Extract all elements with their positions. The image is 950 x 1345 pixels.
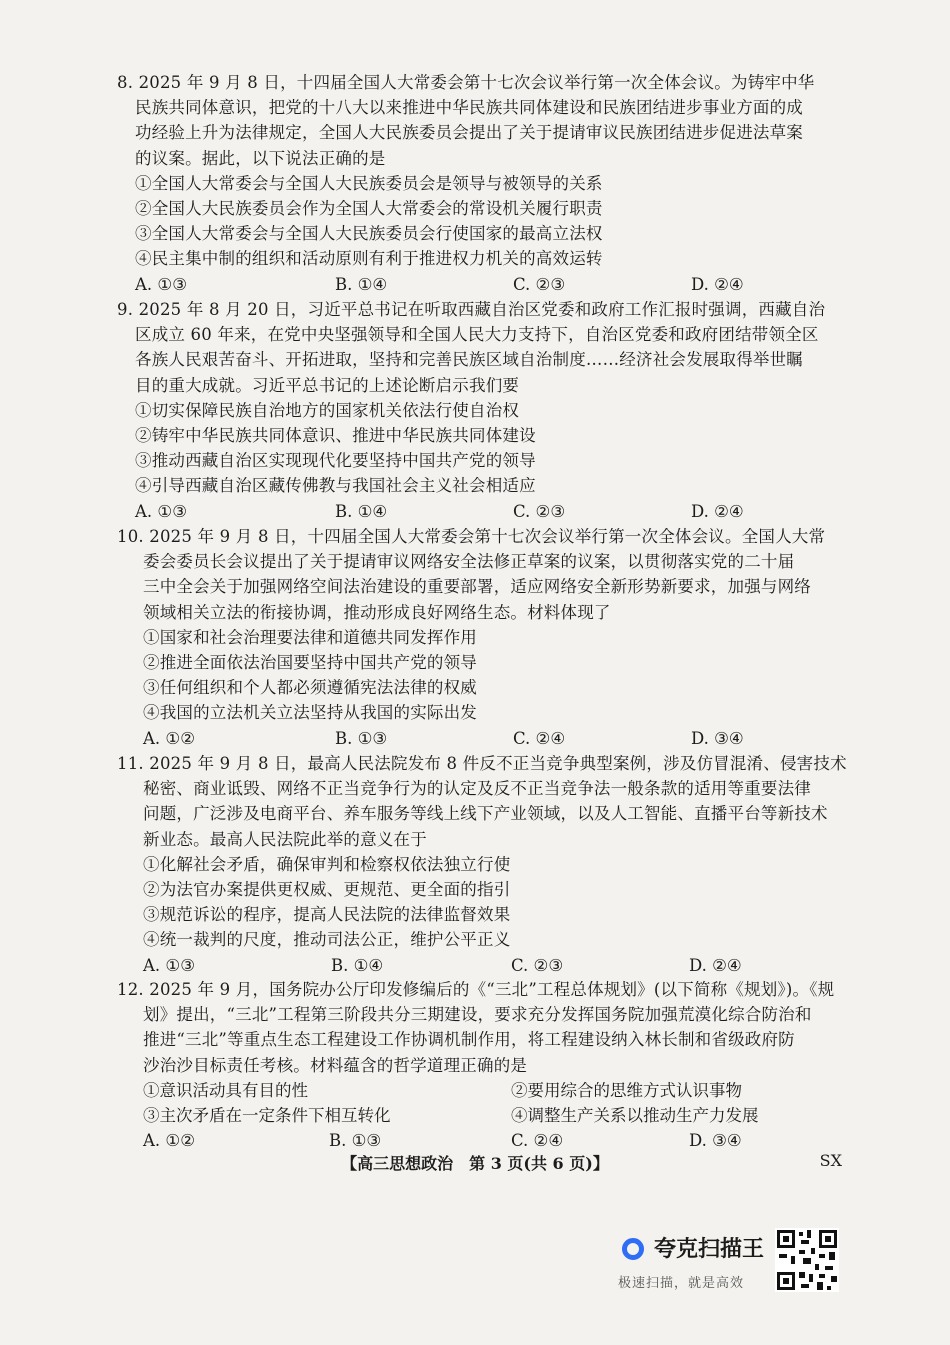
- question-line: 秘密、商业诋毁、网络不正当竞争行为的认定及反不正当竞争法一般条款的适用等重要法律: [143, 779, 811, 799]
- question-line: 9. 2025 年 8 月 20 日，习近平总书记在听取西藏自治区党委和政府工作汇报时强调，西藏自治: [117, 300, 826, 319]
- option-c: C. ②③: [513, 501, 566, 521]
- question-line: 领域相关立法的衔接协调，推动形成良好网络生态。材料体现了: [143, 602, 611, 622]
- scanner-app-name: 夸克扫描王: [654, 1237, 765, 1262]
- option-c: C. ②③: [513, 274, 566, 294]
- statement: ④统一裁判的尺度，推动司法公正，维护公平正义: [143, 930, 511, 950]
- question-line: 区成立 60 年来，在党中央坚强领导和全国人民大力支持下，自治区党委和政府团结带领全区: [135, 325, 819, 345]
- question-line: 问题，广泛涉及电商平台、养车服务等线上线下产业领域，以及人工智能、直播平台等新技术: [143, 804, 828, 824]
- page-footer: [0, 1151, 950, 1177]
- statement: ①国家和社会治理要法律和道德共同发挥作用: [143, 627, 477, 647]
- qr-code-icon: [775, 1228, 839, 1292]
- options-row: [117, 953, 852, 978]
- option-a: A. ①②: [143, 728, 195, 748]
- question-line: 划》提出，“三北”工程第三阶段共分三期建设，要求充分发挥国务院加强荒漠化综合防治和: [143, 1005, 812, 1025]
- statement: ③规范诉讼的程序，提高人民法院的法律监督效果: [143, 905, 511, 925]
- statement: ④民主集中制的组织和活动原则有利于推进权力机关的高效运转: [135, 249, 603, 269]
- statement: ③推动西藏自治区实现现代化要坚持中国共产党的领导: [135, 451, 536, 471]
- statement: ②推进全面依法治国要坚持中国共产党的领导: [143, 653, 477, 673]
- option-a: A. ①③: [143, 955, 195, 975]
- question-12: [117, 977, 852, 1153]
- option-d: D. ②④: [691, 274, 744, 294]
- option-d: D. ③④: [691, 728, 744, 748]
- scanner-slogan: 极速扫描，就是高效: [618, 1276, 745, 1291]
- option-c: C. ②④: [513, 728, 566, 748]
- quark-logo-icon: [622, 1238, 644, 1260]
- question-line: 10. 2025 年 9 月 8 日，十四届全国人大常委会第十七次会议举行第一次全体会议。全国人大常: [117, 527, 826, 546]
- options-row: [117, 272, 852, 297]
- option-d: D. ②④: [691, 501, 744, 521]
- footer-page-info: 【高三思想政治 第 3 页(共 6 页)】: [341, 1154, 609, 1173]
- question-8: [117, 70, 852, 297]
- question-line: 三中全会关于加强网络空间法治建设的重要部署，适应网络安全新形势新要求，加强与网络: [143, 577, 811, 597]
- question-line: 委会委员长会议提出了关于提请审议网络安全法修正草案的议案，以贯彻落实党的二十届: [143, 552, 795, 572]
- footer-code: SX: [819, 1151, 842, 1170]
- question-10: [117, 524, 852, 751]
- statement: ①意识活动具有目的性: [143, 1080, 308, 1100]
- question-line: 目的重大成就。习近平总书记的上述论断启示我们要: [135, 375, 520, 395]
- question-line: 新业态。最高人民法院此举的意义在于: [143, 829, 427, 849]
- statement: ①切实保障民族自治地方的国家机关依法行使自治权: [135, 400, 520, 420]
- options-row: [117, 1128, 852, 1153]
- statement: ③主次矛盾在一定条件下相互转化: [143, 1106, 391, 1125]
- statement: ②铸牢中华民族共同体意识、推进中华民族共同体建设: [135, 426, 536, 446]
- statement: ②要用综合的思维方式认识事物: [511, 1080, 742, 1100]
- question-line: 各族人民艰苦奋斗、开拓进取，坚持和完善民族区域自治制度……经济社会发展取得举世瞩: [135, 350, 803, 370]
- statement: ②为法官办案提供更权威、更规范、更全面的指引: [143, 880, 511, 900]
- statement-pair: [117, 1078, 852, 1103]
- option-a: A. ①③: [135, 501, 187, 521]
- option-c: C. ②④: [511, 1131, 564, 1151]
- option-a: A. ①②: [143, 1131, 195, 1151]
- question-line: 沙治沙目标责任考核。材料蕴含的哲学道理正确的是: [143, 1055, 528, 1075]
- option-b: B. ①④: [335, 501, 388, 521]
- question-line: 11. 2025 年 9 月 8 日，最高人民法院发布 8 件反不正当竞争典型案例，涉及仿冒混淆、侵害技术: [117, 754, 847, 773]
- option-a: A. ①③: [135, 274, 187, 294]
- statement: ④引导西藏自治区藏传佛教与我国社会主义社会相适应: [135, 476, 536, 496]
- option-b: B. ①③: [329, 1131, 382, 1151]
- statement: ②全国人大民族委员会作为全国人大常委会的常设机关履行职责: [135, 199, 603, 219]
- option-d: D. ③④: [689, 1131, 742, 1151]
- question-line: 12. 2025 年 9 月，国务院办公厅印发修编后的《“三北”工程总体规划》(以下简称《规划》)。《规: [117, 980, 835, 999]
- question-line: 功经验上升为法律规定，全国人大民族委员会提出了关于提请审议民族团结进步促进法草案: [135, 123, 803, 143]
- question-line: 的议案。据此，以下说法正确的是: [135, 148, 386, 168]
- question-line: 推进“三北”等重点生态工程建设工作协调机制作用，将工程建设纳入林长制和省级政府防: [143, 1030, 795, 1050]
- option-c: C. ②③: [511, 955, 564, 975]
- statement: ①全国人大常委会与全国人大民族委员会是领导与被领导的关系: [135, 173, 603, 193]
- options-row: [117, 726, 852, 751]
- option-b: B. ①④: [335, 274, 388, 294]
- question-line: 8. 2025 年 9 月 8 日，十四届全国人大常委会第十七次会议举行第一次全体会议。为铸牢中华: [117, 73, 815, 92]
- statement: ③全国人大常委会与全国人大民族委员会行使国家的最高立法权: [135, 224, 603, 244]
- question-line: 民族共同体意识，把党的十八大以来推进中华民族共同体建设和民族团结进步事业方面的成: [135, 98, 803, 118]
- statement-pair: [117, 1103, 852, 1128]
- question-9: [117, 297, 852, 524]
- statement: ③任何组织和个人都必须遵循宪法法律的权威: [143, 678, 477, 698]
- statement: ④我国的立法机关立法坚持从我国的实际出发: [143, 703, 477, 723]
- option-b: B. ①③: [335, 728, 388, 748]
- statement: ④调整生产关系以推动生产力发展: [511, 1106, 759, 1125]
- statement: ①化解社会矛盾，确保审判和检察权依法独立行使: [143, 854, 511, 874]
- question-11: [117, 751, 852, 978]
- option-d: D. ②④: [689, 955, 742, 975]
- option-b: B. ①④: [331, 955, 384, 975]
- options-row: [117, 499, 852, 524]
